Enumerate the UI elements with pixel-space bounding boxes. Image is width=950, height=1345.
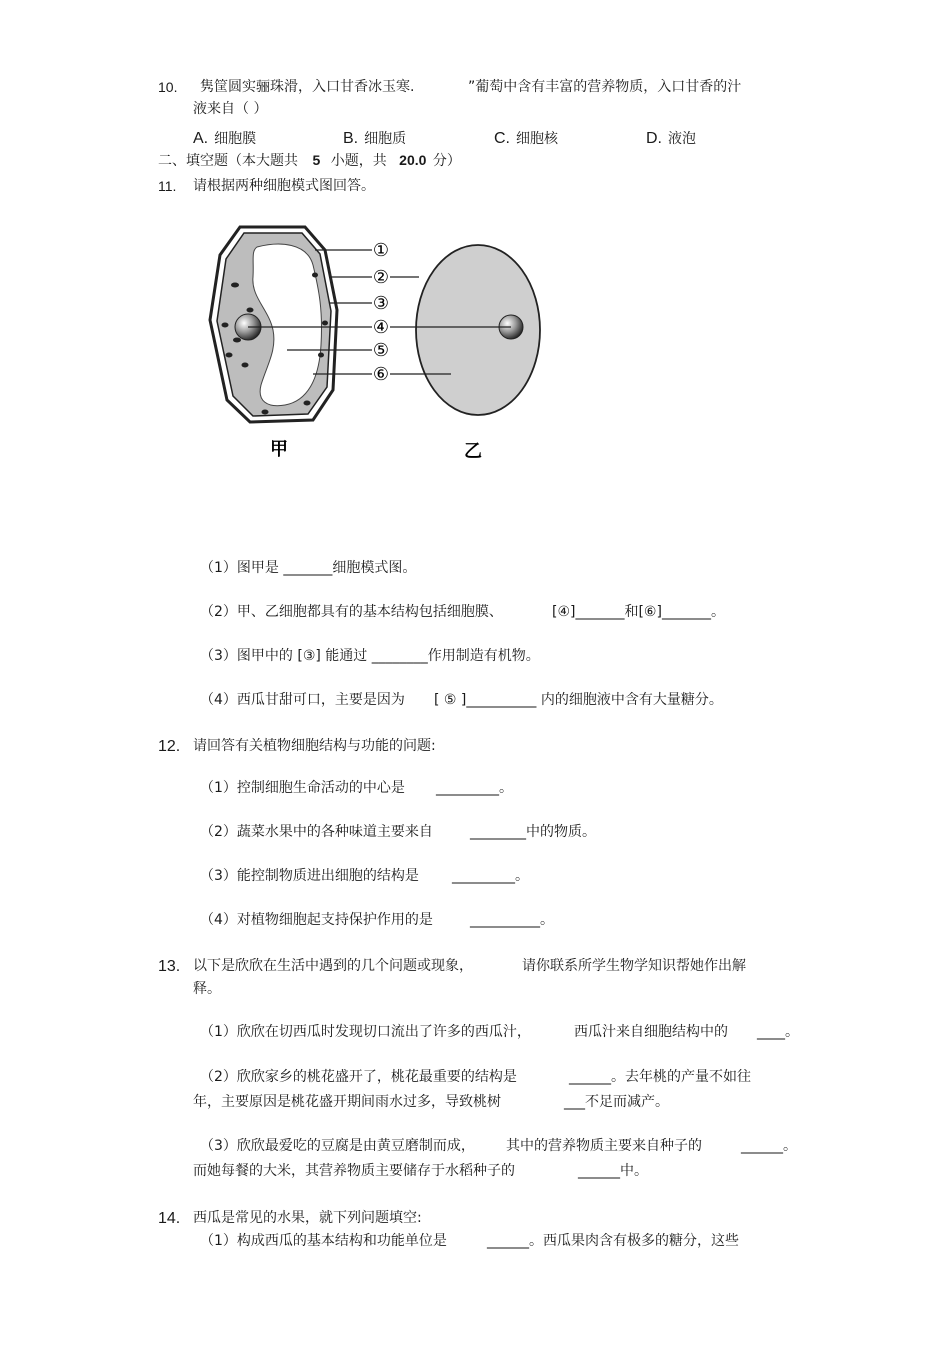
q13-sub2d: ___不足而减产。	[564, 1094, 669, 1110]
q13-sub3b: 其中的营养物质主要来自种子的	[506, 1138, 702, 1154]
q10-option-a	[193, 128, 256, 148]
option-text: 细胞质	[364, 131, 407, 147]
label-3: ③	[372, 293, 390, 314]
q13-sub1c: ____。	[757, 1024, 799, 1040]
q12-sub1b: _________。	[436, 780, 513, 796]
q11-sub4a: （4）西瓜甘甜可口，主要是因为	[200, 692, 405, 708]
q12-sub2a: （2）蔬菜水果中的各种味道主要来自	[200, 824, 433, 840]
caption-jia: 甲	[270, 439, 288, 460]
section-end: 分）	[432, 153, 461, 169]
section-score: 20.0	[399, 152, 427, 168]
q13-stem-b: 请你联系所学生物学知识帮她作出解	[522, 958, 746, 974]
q12-number: 12.	[158, 738, 181, 755]
section-mid: 小题，共	[330, 153, 387, 169]
label-5: ⑤	[372, 340, 390, 361]
q12-sub1a: （1）控制细胞生命活动的中心是	[200, 780, 405, 796]
label-4: ④	[372, 317, 390, 338]
q11-stem: 请根据两种细胞模式图回答。	[193, 178, 375, 194]
q12-sub3b: _________。	[452, 868, 529, 884]
q10-line1b: ”葡萄中含有丰富的营养物质，入口甘香的汁	[468, 79, 742, 95]
q13-number: 13.	[158, 958, 181, 975]
q14-stem: 西瓜是常见的水果，就下列问题填空:	[193, 1210, 422, 1226]
q13-sub3c: ______。	[741, 1138, 797, 1154]
option-text: 液泡	[668, 131, 696, 147]
q11-sub4b: [ ⑤ ]__________ 内的细胞液中含有大量糖分。	[434, 692, 723, 708]
q13-sub3a: （3）欣欣最爱吃的豆腐是由黄豆磨制而成，	[200, 1138, 475, 1154]
q13-sub3e: ______中。	[578, 1163, 648, 1179]
q13-stem-c: 释。	[193, 981, 221, 997]
q10-option-c	[494, 128, 558, 148]
q13-sub1a: （1）欣欣在切西瓜时发现切口流出了许多的西瓜汁，	[200, 1024, 531, 1040]
q10-number: 10.	[158, 79, 178, 95]
q13-sub3d: 而她每餐的大米，其营养物质主要储存于水稻种子的	[193, 1163, 515, 1179]
q11-sub2a: （2）甲、乙细胞都具有的基本结构包括细胞膜、	[200, 604, 503, 620]
caption-yi: 乙	[464, 441, 482, 462]
option-letter: B.	[343, 130, 359, 147]
q11-sub3: （3）图甲中的 [③] 能通过 ________作用制造有机物。	[200, 648, 540, 664]
q13-sub2a: （2）欣欣家乡的桃花盛开了，桃花最重要的结构是	[200, 1069, 517, 1085]
q12-sub2b: ________中的物质。	[470, 824, 596, 840]
q11-sub2b: [④]_______和[⑥]_______。	[552, 604, 725, 620]
q10-line1: 隽筐圆实骊珠滑，入口甘香冰玉寒.	[200, 79, 415, 95]
option-text: 细胞核	[516, 131, 558, 147]
q12-stem: 请回答有关植物细胞结构与功能的问题:	[193, 738, 436, 754]
option-letter: C.	[494, 130, 510, 147]
q12-sub4b: __________。	[470, 912, 554, 928]
cell-diagram	[195, 215, 565, 470]
label-6: ⑥	[372, 364, 390, 385]
q13-sub1b: 西瓜汁来自细胞结构中的	[574, 1024, 728, 1040]
section-heading	[158, 152, 461, 171]
q13-stem-a: 以下是欣欣在生活中遇到的几个问题或现象，	[193, 958, 473, 974]
q10-option-b	[343, 128, 406, 148]
q11-number: 11.	[158, 178, 177, 194]
option-text: 细胞膜	[214, 131, 257, 147]
option-letter: A.	[193, 130, 209, 147]
q12-sub4a: （4）对植物细胞起支持保护作用的是	[200, 912, 433, 928]
q13-sub2b: ______。去年桃的产量不如往	[569, 1069, 751, 1085]
q14-number: 14.	[158, 1210, 181, 1227]
label-2: ②	[372, 267, 390, 288]
q14-sub1b: ______。西瓜果肉含有极多的糖分，这些	[487, 1233, 739, 1249]
q11-sub1: （1）图甲是 _______细胞模式图。	[200, 560, 417, 576]
q13-sub2c: 年，主要原因是桃花盛开期间雨水过多，导致桃树	[193, 1094, 501, 1110]
q10-line2: 液来自（ ）	[193, 101, 268, 117]
q10-option-d	[646, 128, 696, 148]
q14-sub1a: （1）构成西瓜的基本结构和功能单位是	[200, 1233, 447, 1249]
section-label: 二、填空题（本大题共	[158, 153, 298, 169]
label-1: ①	[372, 240, 390, 261]
q12-sub3a: （3）能控制物质进出细胞的结构是	[200, 868, 419, 884]
section-count: 5	[312, 152, 321, 168]
option-letter: D.	[646, 130, 662, 147]
